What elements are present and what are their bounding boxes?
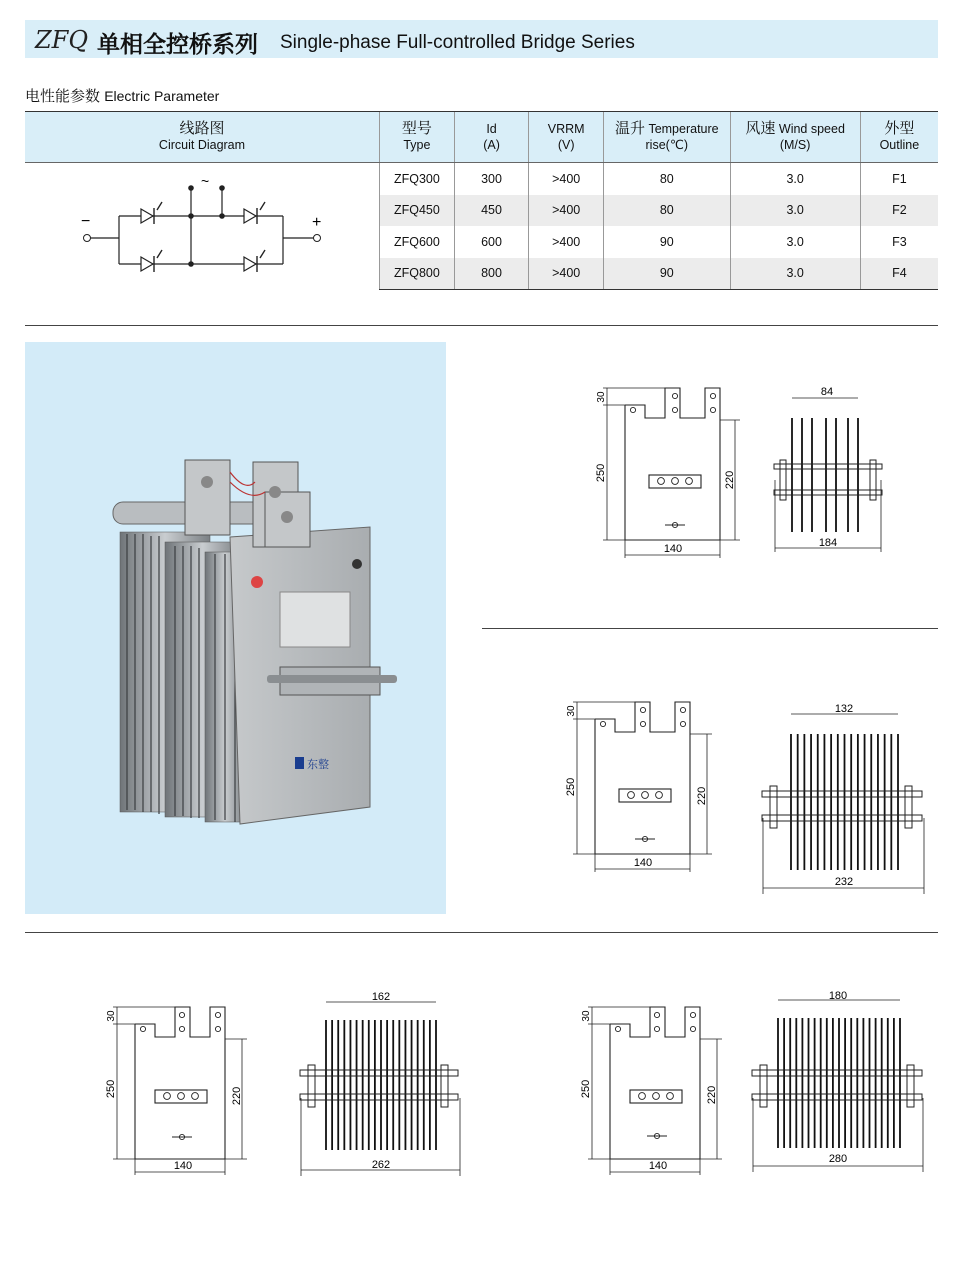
col-header-temp: 温升 Temperature rise(℃): [604, 112, 731, 163]
cell-outline: F4: [860, 258, 938, 290]
cell-id: 450: [454, 195, 529, 227]
col-header-type: 型号 Type: [380, 112, 455, 163]
cell-outline: F2: [860, 195, 938, 227]
circuit-plus-label: +: [312, 213, 322, 231]
dim-side-bottom: 232: [834, 876, 854, 888]
dim-height: 250: [595, 463, 607, 483]
cell-id: 300: [454, 163, 529, 195]
title-english: Single-phase Full-controlled Bridge Series: [280, 32, 635, 53]
col-header-id: Id (A): [454, 112, 529, 163]
table-row: [25, 163, 938, 195]
dim-height: 250: [565, 777, 577, 797]
cell-outline: F3: [860, 226, 938, 258]
dim-width: 140: [648, 1160, 668, 1172]
dim-width: 140: [663, 543, 683, 555]
cell-temp: 90: [604, 258, 731, 290]
cell-vrrm: >400: [529, 226, 604, 258]
dim-inner: 220: [696, 786, 708, 806]
section-title: [25, 85, 219, 106]
cell-type: ZFQ300: [380, 163, 455, 195]
dim-top: 30: [596, 391, 607, 403]
col-header-circuit: 线路图 Circuit Diagram: [25, 112, 380, 163]
cell-temp: 80: [604, 163, 731, 195]
parameter-table: [25, 111, 938, 290]
cell-vrrm: >400: [529, 163, 604, 195]
dim-inner: 220: [706, 1085, 718, 1105]
divider: [482, 628, 938, 629]
front-view-drawing-f3: [95, 997, 265, 1187]
dim-side-bottom: 280: [828, 1153, 848, 1165]
side-view-drawing-f2: [758, 698, 930, 898]
dim-width: 140: [633, 857, 653, 869]
section-title-en: Electric Parameter: [104, 88, 220, 104]
cell-temp: 80: [604, 195, 731, 227]
title-chinese: 单相全控桥系列: [97, 31, 258, 57]
dim-top: 30: [581, 1010, 592, 1022]
dim-height: 250: [580, 1079, 592, 1099]
cell-type: ZFQ450: [380, 195, 455, 227]
circuit-minus-label: −: [81, 212, 91, 230]
dim-height: 250: [105, 1079, 117, 1099]
cell-type: ZFQ800: [380, 258, 455, 290]
dim-top: 30: [106, 1010, 117, 1022]
front-view-drawing-f1: [585, 378, 755, 568]
side-view-drawing-f3: [296, 988, 466, 1178]
dim-top: 30: [566, 705, 577, 717]
col-header-outline: 外型 Outline: [860, 112, 938, 163]
dim-side-top: 162: [371, 991, 391, 1003]
bridge-circuit-diagram: [26, 166, 378, 284]
dim-side-bottom: 184: [818, 537, 838, 549]
circuit-ac-label: ~: [201, 172, 210, 189]
cell-vrrm: >400: [529, 258, 604, 290]
dim-side-top: 84: [820, 386, 834, 398]
col-header-vrrm: VRRM (V): [529, 112, 604, 163]
dim-width: 140: [173, 1160, 193, 1172]
side-view-drawing-f4: [748, 988, 928, 1178]
dim-inner: 220: [724, 470, 736, 490]
product-image: [25, 342, 446, 914]
dim-inner: 220: [231, 1086, 243, 1106]
table-header-row: [25, 112, 938, 163]
col-header-wind: 风速 Wind speed (M/S): [730, 112, 860, 163]
front-view-drawing-f4: [570, 997, 740, 1187]
cell-wind: 3.0: [730, 195, 860, 227]
photo-logo-text: 东整: [307, 759, 329, 771]
divider: [25, 325, 938, 326]
dim-side-top: 180: [828, 990, 848, 1002]
product-photo: [25, 342, 446, 914]
cell-wind: 3.0: [730, 258, 860, 290]
dim-side-top: 132: [834, 703, 854, 715]
cell-vrrm: >400: [529, 195, 604, 227]
divider: [25, 932, 938, 933]
series-code: ZFQ: [35, 26, 89, 54]
cell-id: 600: [454, 226, 529, 258]
title-banner: [25, 20, 938, 58]
cell-id: 800: [454, 258, 529, 290]
cell-temp: 90: [604, 226, 731, 258]
circuit-diagram-cell: [25, 163, 380, 290]
section-title-cn: 电性能参数: [25, 88, 101, 105]
cell-wind: 3.0: [730, 163, 860, 195]
dim-side-bottom: 262: [371, 1159, 391, 1171]
cell-type: ZFQ600: [380, 226, 455, 258]
cell-wind: 3.0: [730, 226, 860, 258]
cell-outline: F1: [860, 163, 938, 195]
side-view-drawing-f1: [770, 380, 890, 560]
front-view-drawing-f2: [555, 692, 725, 882]
